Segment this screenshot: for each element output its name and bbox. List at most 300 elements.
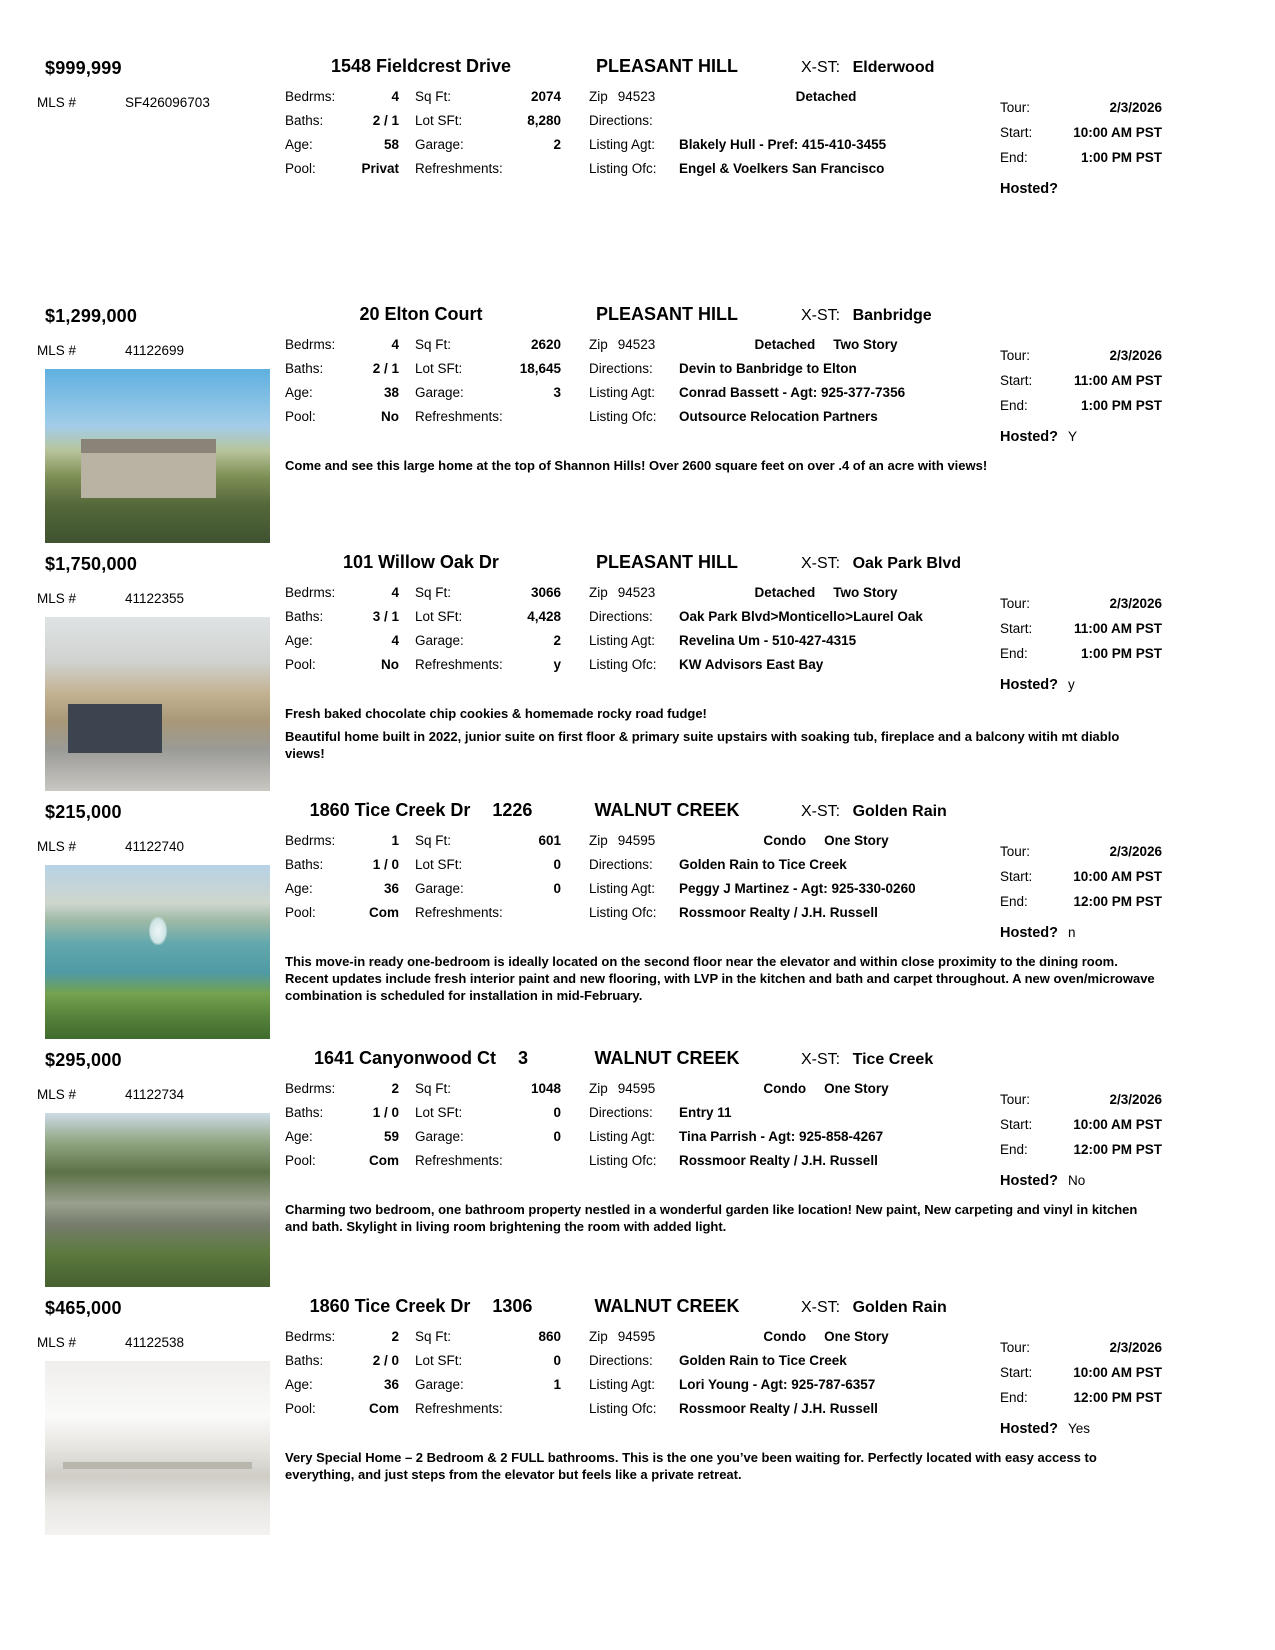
mls-row bbox=[37, 1087, 270, 1102]
pool-value: Com bbox=[369, 1153, 399, 1168]
tour-end-row bbox=[1000, 1142, 1162, 1167]
sqft-label: Sq Ft: bbox=[415, 833, 452, 848]
listing-left-column bbox=[37, 306, 270, 543]
street-address: 20 Elton Court bbox=[359, 304, 483, 324]
listing-office-label: Listing Ofc: bbox=[589, 905, 657, 920]
lot-sqft-label: Lot SFt: bbox=[415, 113, 463, 128]
directions-label: Directions: bbox=[589, 609, 653, 624]
lot-sqft-value: 4,428 bbox=[527, 609, 561, 624]
cross-street-label: X-ST: bbox=[801, 307, 841, 324]
directions-label: Directions: bbox=[589, 857, 653, 872]
property-type bbox=[701, 337, 951, 352]
listing-card bbox=[0, 552, 1275, 800]
property-type bbox=[701, 1329, 951, 1344]
listing-office-label: Listing Ofc: bbox=[589, 161, 657, 176]
age-label: Age: bbox=[285, 633, 313, 648]
pool-label: Pool: bbox=[285, 905, 316, 920]
end-label: End: bbox=[1000, 398, 1028, 413]
listing-address bbox=[285, 552, 557, 573]
start-time-value: 11:00 AM PST bbox=[1073, 621, 1162, 636]
listing-left-column bbox=[37, 1298, 270, 1535]
sqft-label: Sq Ft: bbox=[415, 89, 452, 104]
listing-photo bbox=[45, 1113, 270, 1287]
start-label: Start: bbox=[1000, 869, 1033, 884]
bedrooms-value: 2 bbox=[391, 1329, 399, 1344]
listing-office-value: Rossmoor Realty / J.H. Russell bbox=[679, 1401, 878, 1416]
type-value: Condo bbox=[763, 1081, 807, 1096]
end-time-value: 1:00 PM PST bbox=[1080, 646, 1162, 661]
tour-label: Tour: bbox=[1000, 348, 1031, 363]
zip-field bbox=[589, 833, 701, 848]
cross-street-value: Oak Park Blvd bbox=[852, 555, 962, 572]
age-label: Age: bbox=[285, 137, 313, 152]
lot-sqft-label: Lot SFt: bbox=[415, 1353, 463, 1368]
start-time-value: 10:00 AM PST bbox=[1073, 1117, 1162, 1132]
garage-label: Garage: bbox=[415, 633, 464, 648]
zip-field bbox=[589, 337, 701, 352]
hosted-label: Hosted? bbox=[1000, 925, 1058, 941]
lot-sqft-label: Lot SFt: bbox=[415, 1105, 463, 1120]
garage-label: Garage: bbox=[415, 1129, 464, 1144]
baths-value: 3 / 1 bbox=[372, 609, 399, 624]
garage-value: 2 bbox=[553, 633, 561, 648]
listing-price: $295,000 bbox=[45, 1050, 122, 1070]
mls-number: 41122734 bbox=[125, 1087, 185, 1102]
listing-city: PLEASANT HILL bbox=[596, 304, 738, 324]
zip-field bbox=[589, 585, 701, 600]
sqft-value: 601 bbox=[538, 833, 561, 848]
cross-street bbox=[801, 1299, 947, 1317]
end-label: End: bbox=[1000, 894, 1028, 909]
cross-street bbox=[801, 59, 934, 77]
sqft-label: Sq Ft: bbox=[415, 1329, 452, 1344]
tour-label: Tour: bbox=[1000, 596, 1031, 611]
refreshments-value: y bbox=[553, 657, 561, 672]
directions-value: Oak Park Blvd>Monticello>Laurel Oak bbox=[679, 609, 923, 624]
end-time-value: 12:00 PM PST bbox=[1073, 894, 1162, 909]
story-value: Two Story bbox=[833, 337, 898, 352]
sqft-label: Sq Ft: bbox=[415, 1081, 452, 1096]
tour-schedule bbox=[1000, 596, 1162, 693]
cross-street-label: X-ST: bbox=[801, 59, 841, 76]
hosted-row bbox=[1000, 181, 1162, 197]
property-type bbox=[701, 585, 951, 600]
listing-agent-label: Listing Agt: bbox=[589, 1377, 656, 1392]
mls-label: MLS # bbox=[37, 343, 77, 358]
hosted-label: Hosted? bbox=[1000, 181, 1058, 197]
street-address: 1641 Canyonwood Ct bbox=[313, 1048, 496, 1068]
hosted-row bbox=[1000, 1421, 1162, 1437]
mls-label: MLS # bbox=[37, 839, 77, 854]
age-value: 36 bbox=[383, 881, 399, 896]
listing-agent-value: Conrad Bassett - Agt: 925-377-7356 bbox=[679, 385, 906, 400]
age-value: 38 bbox=[383, 385, 399, 400]
pool-value: Com bbox=[369, 1401, 399, 1416]
tour-schedule bbox=[1000, 100, 1162, 197]
cross-street bbox=[801, 1051, 933, 1069]
end-time-value: 12:00 PM PST bbox=[1073, 1142, 1162, 1157]
tour-end-row bbox=[1000, 646, 1162, 671]
listing-price: $1,750,000 bbox=[45, 554, 138, 574]
lot-sqft-label: Lot SFt: bbox=[415, 857, 463, 872]
listing-agent-label: Listing Agt: bbox=[589, 1129, 656, 1144]
end-label: End: bbox=[1000, 1390, 1028, 1405]
cross-street-label: X-ST: bbox=[801, 1051, 841, 1068]
baths-value: 2 / 1 bbox=[372, 113, 399, 128]
listing-card bbox=[0, 1296, 1275, 1544]
age-value: 4 bbox=[391, 633, 399, 648]
tour-start-row bbox=[1000, 869, 1162, 894]
baths-value: 1 / 0 bbox=[372, 857, 399, 872]
tour-schedule bbox=[1000, 348, 1162, 445]
hosted-value: y bbox=[1068, 677, 1075, 692]
property-type bbox=[701, 1081, 951, 1096]
cross-street bbox=[801, 307, 932, 325]
directions-label: Directions: bbox=[589, 1353, 653, 1368]
listing-left-column bbox=[37, 802, 270, 1039]
story-value: One Story bbox=[824, 833, 889, 848]
story-value: One Story bbox=[824, 1081, 889, 1096]
tour-end-row bbox=[1000, 1390, 1162, 1415]
listing-remark: This move-in ready one-bedroom is ideally located on the second floor near the elevator and within close proximity to the dining room. Recent updates include fresh interior paint and new flooring, with LVP in the kitchen and bath and carpet throughout. A new oven/microwave combination is scheduled for installation in mid-February. bbox=[285, 954, 1155, 1003]
street-address: 1548 Fieldcrest Drive bbox=[330, 56, 512, 76]
mls-row bbox=[37, 591, 270, 606]
bedrooms-value: 2 bbox=[391, 1081, 399, 1096]
baths-label: Baths: bbox=[285, 857, 324, 872]
sqft-value: 2074 bbox=[530, 89, 561, 104]
garage-label: Garage: bbox=[415, 1377, 464, 1392]
story-value: Two Story bbox=[833, 585, 898, 600]
baths-value: 2 / 0 bbox=[372, 1353, 399, 1368]
garage-value: 3 bbox=[553, 385, 561, 400]
zip-label: Zip bbox=[589, 585, 608, 600]
baths-label: Baths: bbox=[285, 361, 324, 376]
directions-value: Golden Rain to Tice Creek bbox=[679, 857, 847, 872]
listing-card bbox=[0, 800, 1275, 1048]
garage-value: 0 bbox=[553, 881, 561, 896]
listing-address bbox=[285, 1048, 557, 1069]
tour-label: Tour: bbox=[1000, 1340, 1031, 1355]
start-label: Start: bbox=[1000, 125, 1033, 140]
tour-end-row bbox=[1000, 398, 1162, 423]
listing-city: WALNUT CREEK bbox=[594, 1296, 740, 1316]
pool-label: Pool: bbox=[285, 409, 316, 424]
tour-date-value: 2/3/2026 bbox=[1109, 348, 1162, 363]
listing-remark: Beautiful home built in 2022, junior suite on first floor & primary suite upstairs with soaking tub, fireplace and a balcony witih mt diablo views! bbox=[285, 729, 1120, 761]
tour-schedule bbox=[1000, 1340, 1162, 1437]
listing-header bbox=[285, 800, 1161, 821]
listing-header bbox=[285, 56, 1161, 77]
street-address: 1860 Tice Creek Dr bbox=[309, 1296, 471, 1316]
listing-address bbox=[285, 1296, 557, 1317]
property-type bbox=[701, 89, 951, 104]
listing-office-label: Listing Ofc: bbox=[589, 1153, 657, 1168]
tour-date-row bbox=[1000, 1340, 1162, 1365]
tour-date-row bbox=[1000, 844, 1162, 869]
end-time-value: 12:00 PM PST bbox=[1073, 1390, 1162, 1405]
listing-city: WALNUT CREEK bbox=[594, 800, 740, 820]
tour-start-row bbox=[1000, 373, 1162, 398]
cross-street-label: X-ST: bbox=[801, 803, 841, 820]
zip-value: 94523 bbox=[617, 585, 656, 600]
pool-label: Pool: bbox=[285, 161, 316, 176]
garage-label: Garage: bbox=[415, 385, 464, 400]
zip-value: 94595 bbox=[617, 1329, 656, 1344]
listing-remark: Very Special Home – 2 Bedroom & 2 FULL bathrooms. This is the one you’ve been waiting for. Perfectly located with easy access to everything, and just steps from the elevator but feels like a private retreat. bbox=[285, 1450, 1097, 1482]
mls-number: 41122740 bbox=[125, 839, 185, 854]
listing-remark: Come and see this large home at the top of Shannon Hills! Over 2600 square feet on over .4 of an acre with views! bbox=[285, 458, 988, 473]
listing-header bbox=[285, 304, 1161, 325]
cross-street-value: Tice Creek bbox=[852, 1051, 934, 1068]
mls-row bbox=[37, 95, 270, 110]
tour-date-row bbox=[1000, 1092, 1162, 1117]
listing-card bbox=[0, 304, 1275, 552]
garage-value: 2 bbox=[553, 137, 561, 152]
lot-sqft-value: 18,645 bbox=[519, 361, 561, 376]
cross-street-label: X-ST: bbox=[801, 1299, 841, 1316]
refreshments-label: Refreshments: bbox=[415, 1153, 503, 1168]
sqft-value: 2620 bbox=[530, 337, 561, 352]
hosted-label: Hosted? bbox=[1000, 1173, 1058, 1189]
zip-label: Zip bbox=[589, 1329, 608, 1344]
tour-label: Tour: bbox=[1000, 1092, 1031, 1107]
age-label: Age: bbox=[285, 881, 313, 896]
age-value: 59 bbox=[383, 1129, 399, 1144]
type-value: Detached bbox=[795, 89, 857, 104]
sqft-value: 1048 bbox=[530, 1081, 561, 1096]
refreshments-label: Refreshments: bbox=[415, 1401, 503, 1416]
end-label: End: bbox=[1000, 646, 1028, 661]
lot-sqft-value: 0 bbox=[553, 1105, 561, 1120]
sqft-value: 860 bbox=[538, 1329, 561, 1344]
cross-street-value: Banbridge bbox=[852, 307, 932, 324]
cross-street-value: Golden Rain bbox=[852, 803, 947, 820]
listing-agent-label: Listing Agt: bbox=[589, 137, 656, 152]
mls-label: MLS # bbox=[37, 591, 77, 606]
listing-office-value: Engel & Voelkers San Francisco bbox=[679, 161, 885, 176]
tour-start-row bbox=[1000, 621, 1162, 646]
tour-date-value: 2/3/2026 bbox=[1109, 1340, 1162, 1355]
mls-number: SF426096703 bbox=[125, 95, 210, 110]
hosted-value: n bbox=[1068, 925, 1076, 940]
listing-agent-value: Peggy J Martinez - Agt: 925-330-0260 bbox=[679, 881, 916, 896]
listing-office-value: Rossmoor Realty / J.H. Russell bbox=[679, 905, 878, 920]
listing-agent-label: Listing Agt: bbox=[589, 633, 656, 648]
start-time-value: 10:00 AM PST bbox=[1073, 1365, 1162, 1380]
listing-agent-value: Tina Parrish - Agt: 925-858-4267 bbox=[679, 1129, 884, 1144]
zip-label: Zip bbox=[589, 833, 608, 848]
tour-date-row bbox=[1000, 348, 1162, 373]
listing-price: $465,000 bbox=[45, 1298, 122, 1318]
start-time-value: 11:00 AM PST bbox=[1073, 373, 1162, 388]
start-time-value: 10:00 AM PST bbox=[1073, 869, 1162, 884]
zip-value: 94595 bbox=[617, 1081, 656, 1096]
hosted-label: Hosted? bbox=[1000, 429, 1058, 445]
refreshments-label: Refreshments: bbox=[415, 161, 503, 176]
zip-label: Zip bbox=[589, 337, 608, 352]
garage-label: Garage: bbox=[415, 137, 464, 152]
baths-label: Baths: bbox=[285, 609, 324, 624]
bedrooms-label: Bedrms: bbox=[285, 833, 336, 848]
cross-street-value: Elderwood bbox=[852, 59, 935, 76]
age-label: Age: bbox=[285, 385, 313, 400]
zip-field bbox=[589, 1329, 701, 1344]
unit-number: 3 bbox=[518, 1048, 529, 1068]
start-label: Start: bbox=[1000, 1365, 1033, 1380]
listing-price: $1,299,000 bbox=[45, 306, 138, 326]
mls-row bbox=[37, 839, 270, 854]
sqft-label: Sq Ft: bbox=[415, 585, 452, 600]
end-time-value: 1:00 PM PST bbox=[1080, 150, 1162, 165]
zip-label: Zip bbox=[589, 1081, 608, 1096]
listing-office-label: Listing Ofc: bbox=[589, 657, 657, 672]
directions-label: Directions: bbox=[589, 113, 653, 128]
age-value: 58 bbox=[383, 137, 399, 152]
listing-office-label: Listing Ofc: bbox=[589, 1401, 657, 1416]
tour-start-row bbox=[1000, 1117, 1162, 1142]
story-value: One Story bbox=[824, 1329, 889, 1344]
listing-agent-value: Lori Young - Agt: 925-787-6357 bbox=[679, 1377, 876, 1392]
lot-sqft-label: Lot SFt: bbox=[415, 609, 463, 624]
listing-card bbox=[0, 56, 1275, 304]
hosted-row bbox=[1000, 1173, 1162, 1189]
tour-start-row bbox=[1000, 1365, 1162, 1390]
bedrooms-label: Bedrms: bbox=[285, 585, 336, 600]
bedrooms-value: 1 bbox=[391, 833, 399, 848]
listing-agent-value: Blakely Hull - Pref: 415-410-3455 bbox=[679, 137, 887, 152]
end-label: End: bbox=[1000, 150, 1028, 165]
listing-address bbox=[285, 304, 557, 325]
refreshments-label: Refreshments: bbox=[415, 905, 503, 920]
start-label: Start: bbox=[1000, 1117, 1033, 1132]
listing-left-column bbox=[37, 554, 270, 791]
tour-date-value: 2/3/2026 bbox=[1109, 100, 1162, 115]
directions-value: Golden Rain to Tice Creek bbox=[679, 1353, 847, 1368]
bedrooms-label: Bedrms: bbox=[285, 1081, 336, 1096]
bedrooms-value: 4 bbox=[391, 89, 399, 104]
bedrooms-value: 4 bbox=[391, 337, 399, 352]
tour-date-row bbox=[1000, 596, 1162, 621]
tour-label: Tour: bbox=[1000, 844, 1031, 859]
cross-street-value: Golden Rain bbox=[852, 1299, 947, 1316]
listing-card bbox=[0, 1048, 1275, 1296]
type-value: Condo bbox=[763, 1329, 807, 1344]
tour-date-row bbox=[1000, 100, 1162, 125]
start-label: Start: bbox=[1000, 621, 1033, 636]
cross-street-label: X-ST: bbox=[801, 555, 841, 572]
cross-street bbox=[801, 555, 961, 573]
baths-value: 1 / 0 bbox=[372, 1105, 399, 1120]
start-label: Start: bbox=[1000, 373, 1033, 388]
listing-city: PLEASANT HILL bbox=[596, 552, 738, 572]
listing-city: WALNUT CREEK bbox=[594, 1048, 740, 1068]
hosted-row bbox=[1000, 925, 1162, 941]
tour-label: Tour: bbox=[1000, 100, 1031, 115]
mls-label: MLS # bbox=[37, 95, 77, 110]
directions-label: Directions: bbox=[589, 361, 653, 376]
lot-sqft-value: 0 bbox=[553, 857, 561, 872]
listing-agent-value: Revelina Um - 510-427-4315 bbox=[679, 633, 857, 648]
type-value: Detached bbox=[754, 585, 816, 600]
mls-label: MLS # bbox=[37, 1335, 77, 1350]
property-type bbox=[701, 833, 951, 848]
listing-office-value: Outsource Relocation Partners bbox=[679, 409, 878, 424]
street-address: 1860 Tice Creek Dr bbox=[309, 800, 471, 820]
listing-agent-label: Listing Agt: bbox=[589, 881, 656, 896]
garage-label: Garage: bbox=[415, 881, 464, 896]
listing-photo bbox=[45, 617, 270, 791]
bedrooms-label: Bedrms: bbox=[285, 337, 336, 352]
listing-address bbox=[285, 800, 557, 821]
unit-number: 1306 bbox=[492, 1296, 533, 1316]
directions-value: Entry 11 bbox=[679, 1105, 732, 1120]
listing-price: $999,999 bbox=[45, 58, 122, 78]
zip-field bbox=[589, 89, 701, 104]
lot-sqft-label: Lot SFt: bbox=[415, 361, 463, 376]
tour-end-row bbox=[1000, 894, 1162, 919]
baths-label: Baths: bbox=[285, 113, 324, 128]
pool-value: Privat bbox=[361, 161, 399, 176]
hosted-value: Yes bbox=[1068, 1421, 1091, 1436]
tour-schedule bbox=[1000, 1092, 1162, 1189]
mls-row bbox=[37, 343, 270, 358]
mls-label: MLS # bbox=[37, 1087, 77, 1102]
listing-agent-label: Listing Agt: bbox=[589, 385, 656, 400]
tour-end-row bbox=[1000, 150, 1162, 175]
listing-photo bbox=[45, 1361, 270, 1535]
zip-value: 94595 bbox=[617, 833, 656, 848]
bedrooms-label: Bedrms: bbox=[285, 89, 336, 104]
hosted-row bbox=[1000, 677, 1162, 693]
hosted-value: Y bbox=[1068, 429, 1078, 444]
pool-value: No bbox=[381, 657, 399, 672]
directions-value: Devin to Banbridge to Elton bbox=[679, 361, 857, 376]
baths-label: Baths: bbox=[285, 1353, 324, 1368]
baths-label: Baths: bbox=[285, 1105, 324, 1120]
hosted-value: No bbox=[1068, 1173, 1086, 1188]
listing-photo bbox=[45, 369, 270, 543]
type-value: Detached bbox=[754, 337, 816, 352]
directions-label: Directions: bbox=[589, 1105, 653, 1120]
listing-header bbox=[285, 1048, 1161, 1069]
listing-office-label: Listing Ofc: bbox=[589, 409, 657, 424]
unit-number: 1226 bbox=[492, 800, 533, 820]
street-address: 101 Willow Oak Dr bbox=[343, 552, 499, 572]
mls-row bbox=[37, 1335, 270, 1350]
listing-office-value: KW Advisors East Bay bbox=[679, 657, 824, 672]
listing-remark: Charming two bedroom, one bathroom property nestled in a wonderful garden like location! New paint, New carpeting and vinyl in kitchen and bath. Skylight in living room brightening the room with added light. bbox=[285, 1202, 1138, 1234]
age-value: 36 bbox=[383, 1377, 399, 1392]
zip-value: 94523 bbox=[617, 89, 656, 104]
hosted-label: Hosted? bbox=[1000, 677, 1058, 693]
end-label: End: bbox=[1000, 1142, 1028, 1157]
tour-start-row bbox=[1000, 125, 1162, 150]
garage-value: 1 bbox=[553, 1377, 561, 1392]
start-time-value: 10:00 AM PST bbox=[1073, 125, 1162, 140]
hosted-label: Hosted? bbox=[1000, 1421, 1058, 1437]
lot-sqft-value: 8,280 bbox=[527, 113, 561, 128]
hosted-row bbox=[1000, 429, 1162, 445]
lot-sqft-value: 0 bbox=[553, 1353, 561, 1368]
zip-value: 94523 bbox=[617, 337, 656, 352]
pool-label: Pool: bbox=[285, 1401, 316, 1416]
tour-date-value: 2/3/2026 bbox=[1109, 1092, 1162, 1107]
listings-container bbox=[0, 56, 1275, 1544]
zip-field bbox=[589, 1081, 701, 1096]
age-label: Age: bbox=[285, 1377, 313, 1392]
mls-number: 41122699 bbox=[125, 343, 185, 358]
mls-number: 41122355 bbox=[125, 591, 185, 606]
